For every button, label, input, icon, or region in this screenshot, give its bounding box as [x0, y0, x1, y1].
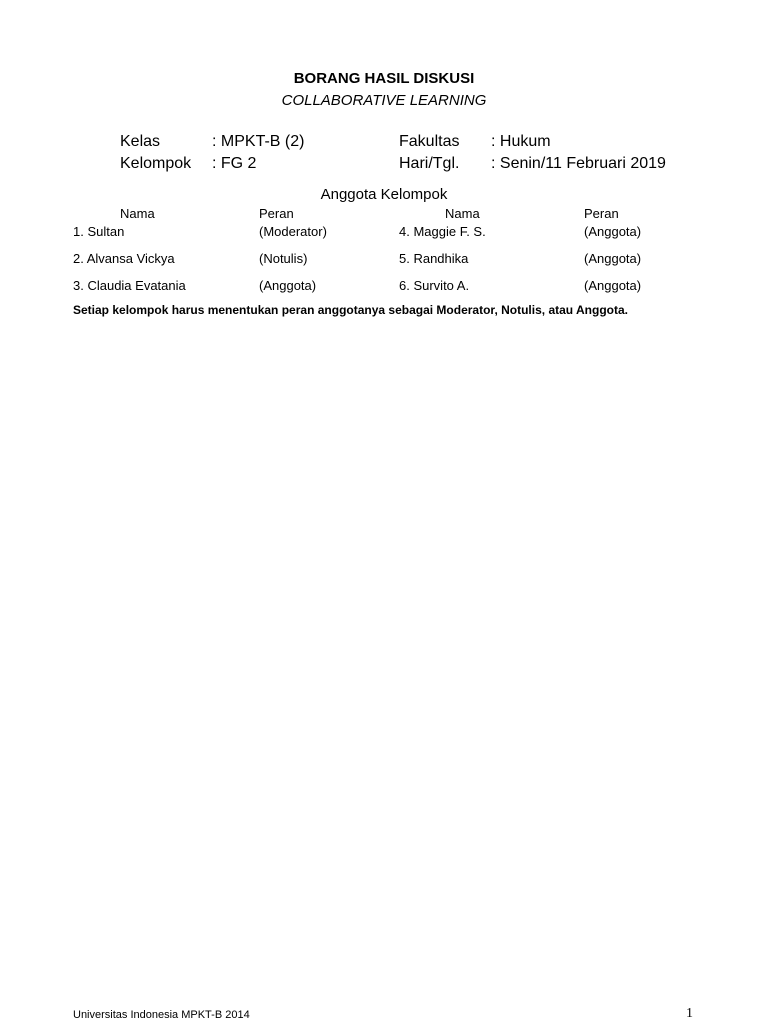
hari-value: : Senin/11 Februari 2019 — [491, 155, 666, 172]
document-title: BORANG HASIL DISKUSI — [293, 70, 475, 87]
member-role: (Anggota) — [259, 278, 317, 293]
member-role: (Anggota) — [584, 251, 642, 266]
member-name: 6. Survito A. — [399, 278, 470, 293]
member-name: 3. Claudia Evatania — [73, 278, 186, 293]
member-role: (Anggota) — [584, 224, 642, 239]
page-number: 1 — [686, 1006, 693, 1021]
member-name: 5. Randhika — [399, 251, 469, 266]
members-heading: Anggota Kelompok — [320, 186, 448, 203]
kelas-value: : MPKT-B (2) — [212, 133, 305, 150]
column-header-peran: Peran — [584, 206, 619, 221]
member-name: 4. Maggie F. S. — [399, 224, 486, 239]
column-header-nama: Nama — [120, 206, 155, 221]
member-role: (Moderator) — [259, 224, 327, 239]
hari-label: Hari/Tgl. — [399, 155, 460, 172]
document-subtitle: COLLABORATIVE LEARNING — [281, 92, 487, 109]
column-header-nama: Nama — [445, 206, 480, 221]
fakultas-label: Fakultas — [399, 133, 460, 150]
kelompok-value: : FG 2 — [212, 155, 257, 172]
fakultas-value: : Hukum — [491, 133, 551, 150]
footer-text: Universitas Indonesia MPKT-B 2014 — [73, 1009, 250, 1021]
kelompok-label: Kelompok — [120, 155, 192, 172]
member-role: (Anggota) — [584, 278, 642, 293]
member-name: 1. Sultan — [73, 224, 125, 239]
member-name: 2. Alvansa Vickya — [73, 251, 175, 266]
column-header-peran: Peran — [259, 206, 294, 221]
instruction-note: Setiap kelompok harus menentukan peran anggotanya sebagai Moderator, Notulis, atau Anggota. — [73, 303, 628, 317]
member-role: (Notulis) — [259, 251, 308, 266]
kelas-label: Kelas — [120, 133, 161, 150]
